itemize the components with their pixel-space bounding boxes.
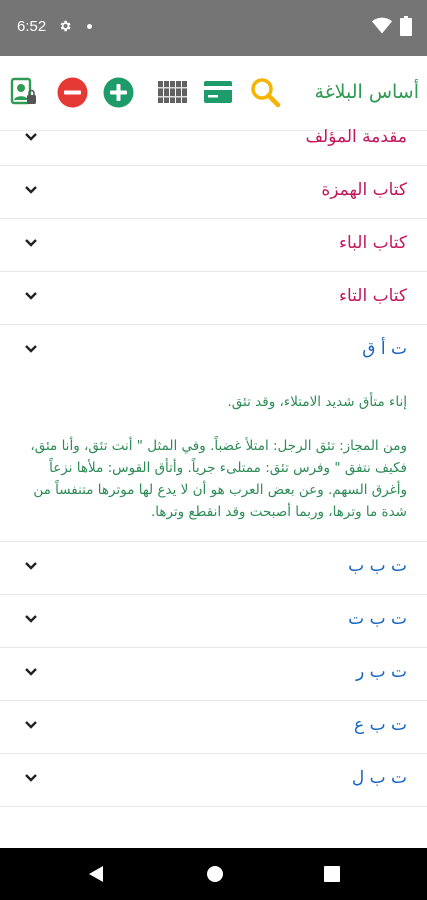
system-navigation-bar: [0, 848, 427, 900]
zoom-in-button[interactable]: [102, 78, 134, 110]
chevron-down-icon: [23, 288, 39, 308]
status-time: 6:52: [17, 18, 47, 35]
definition-paragraph: إناء متأق شديد الامتلاء، وقد تئق.: [227, 394, 407, 410]
chevron-down-icon: [23, 611, 39, 631]
contact-book-button[interactable]: [7, 78, 39, 110]
entry-definition: [0, 377, 427, 542]
chevron-down-icon: [23, 770, 39, 790]
section-row[interactable]: [0, 219, 427, 272]
section-label: مقدمة المؤلف: [305, 127, 407, 147]
entry-label: ت أ ق: [362, 339, 407, 359]
home-icon[interactable]: [206, 865, 224, 887]
chevron-down-icon: [23, 182, 39, 202]
library-button[interactable]: [156, 78, 188, 110]
entry-row[interactable]: [0, 648, 427, 701]
entry-row-expanded[interactable]: [0, 325, 427, 377]
card-icon: [203, 80, 233, 108]
wifi-icon: [372, 17, 392, 39]
zoom-out-button[interactable]: [56, 78, 88, 110]
chevron-down-icon: [23, 717, 39, 737]
battery-icon: [400, 16, 412, 40]
section-label: كتاب التاء: [338, 286, 407, 306]
card-button[interactable]: [202, 78, 234, 110]
status-bar: [0, 0, 427, 56]
recent-apps-icon[interactable]: [324, 866, 340, 886]
app-title: أساس البلاغة: [314, 81, 419, 103]
entry-row[interactable]: [0, 595, 427, 648]
back-icon[interactable]: [88, 865, 104, 887]
zoom-out-icon: [57, 77, 88, 112]
chevron-down-icon: [23, 341, 39, 361]
book-contents-list: [0, 113, 427, 807]
contact-book-icon: [8, 77, 38, 111]
section-label: كتاب الباء: [338, 233, 407, 253]
chevron-down-icon: [23, 558, 39, 578]
entry-row[interactable]: [0, 701, 427, 754]
entry-label: ت ب ع: [354, 715, 407, 735]
chevron-down-icon: [23, 235, 39, 255]
notification-dot: [87, 24, 92, 29]
section-row[interactable]: [0, 113, 427, 166]
search-button[interactable]: [249, 78, 281, 110]
entry-row[interactable]: [0, 542, 427, 595]
books-icon: [157, 79, 188, 109]
section-row[interactable]: [0, 166, 427, 219]
entry-label: ت ب ر: [355, 662, 407, 682]
zoom-in-icon: [103, 77, 134, 112]
search-icon: [249, 76, 281, 112]
settings-gear-icon: [58, 18, 72, 37]
section-label: كتاب الهمزة: [321, 180, 407, 200]
definition-paragraph: ومن المجاز: تئق الرجل: امتلأ غضباً. وفي المثل " أنت تئق، وأنا مئق، فكيف نتفق " وفرس تئق: ممتلىء جرياً. وأتأق القوس: ملأها نزعاً وأغرق السهم. وعن بعض العرب هو أن لا يدع لها موترها متنفساً من شدة ما وترها، وربما أصبحت وقد انقطع وترها.: [30, 438, 407, 520]
entry-row[interactable]: [0, 754, 427, 807]
entry-label: ت ب ت: [348, 609, 407, 629]
chevron-down-icon: [23, 664, 39, 684]
chevron-down-icon: [23, 129, 39, 149]
entry-label: ت ب ل: [351, 768, 407, 788]
entry-label: ت ب ب: [348, 556, 407, 576]
section-row[interactable]: [0, 272, 427, 325]
